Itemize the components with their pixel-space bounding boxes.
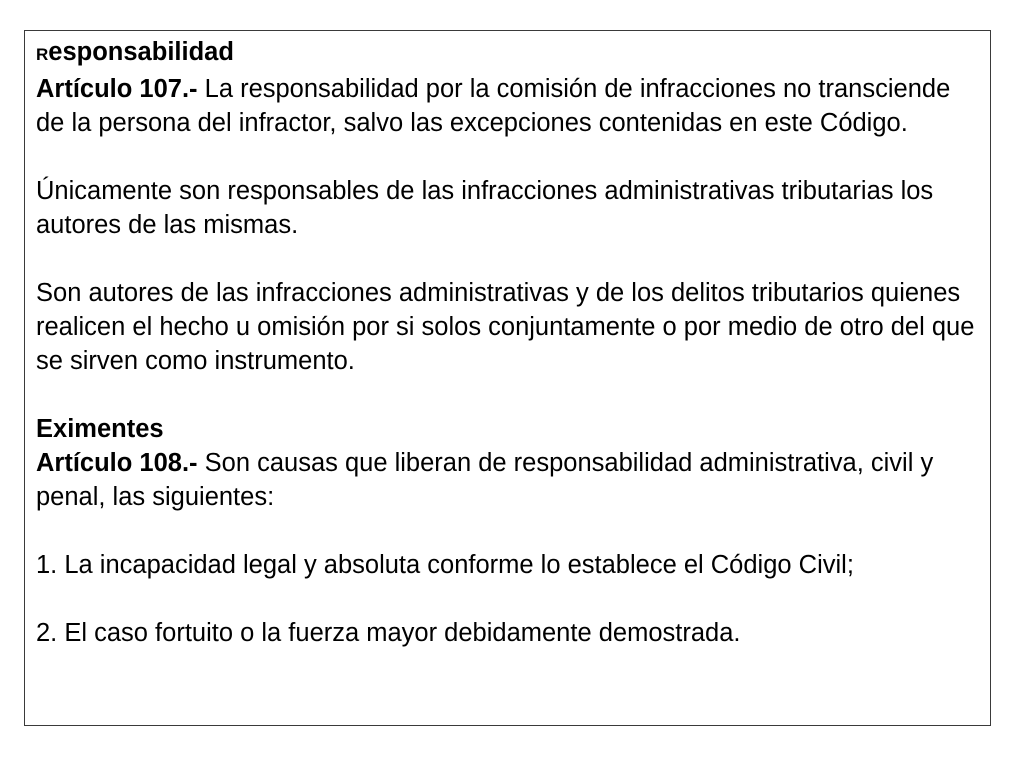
article-108 xyxy=(36,446,981,514)
article-107-label: Artículo 107.- xyxy=(36,75,198,103)
heading-first-letter: R xyxy=(36,45,49,64)
spacer xyxy=(36,514,981,548)
article-108-label: Artículo 108.- xyxy=(36,449,198,477)
article-107-text: La responsabilidad por la comisión de infracciones no transciende de la persona del infractor, salvo las excepciones contenidas en este Código. xyxy=(36,75,951,137)
document-frame xyxy=(24,30,991,726)
article-108-text: Son causas que liberan de responsabilidad administrativa, civil y penal, las siguientes: xyxy=(36,449,934,511)
paragraph-unicamente: Únicamente son responsables de las infracciones administrativas tributarias los autores de las mismas. xyxy=(36,177,934,239)
list-item-2: 2. El caso fortuito o la fuerza mayor debidamente demostrada. xyxy=(36,619,741,647)
heading-rest: esponsabilidad xyxy=(48,38,234,66)
paragraph-autores: Son autores de las infracciones administrativas y de los delitos tributarios quienes realicen el hecho u omisión por si solos conjuntamente o por medio de otro del que se sirven como instrumento. xyxy=(36,279,975,375)
document-content xyxy=(36,35,981,650)
spacer xyxy=(36,378,981,412)
spacer xyxy=(36,242,981,276)
spacer xyxy=(36,140,981,174)
article-107 xyxy=(36,72,981,140)
heading-eximentes: Eximentes xyxy=(36,415,164,443)
spacer xyxy=(36,582,981,616)
list-item-1: 1. La incapacidad legal y absoluta conforme lo establece el Código Civil; xyxy=(36,551,854,579)
heading-responsabilidad xyxy=(36,35,981,72)
